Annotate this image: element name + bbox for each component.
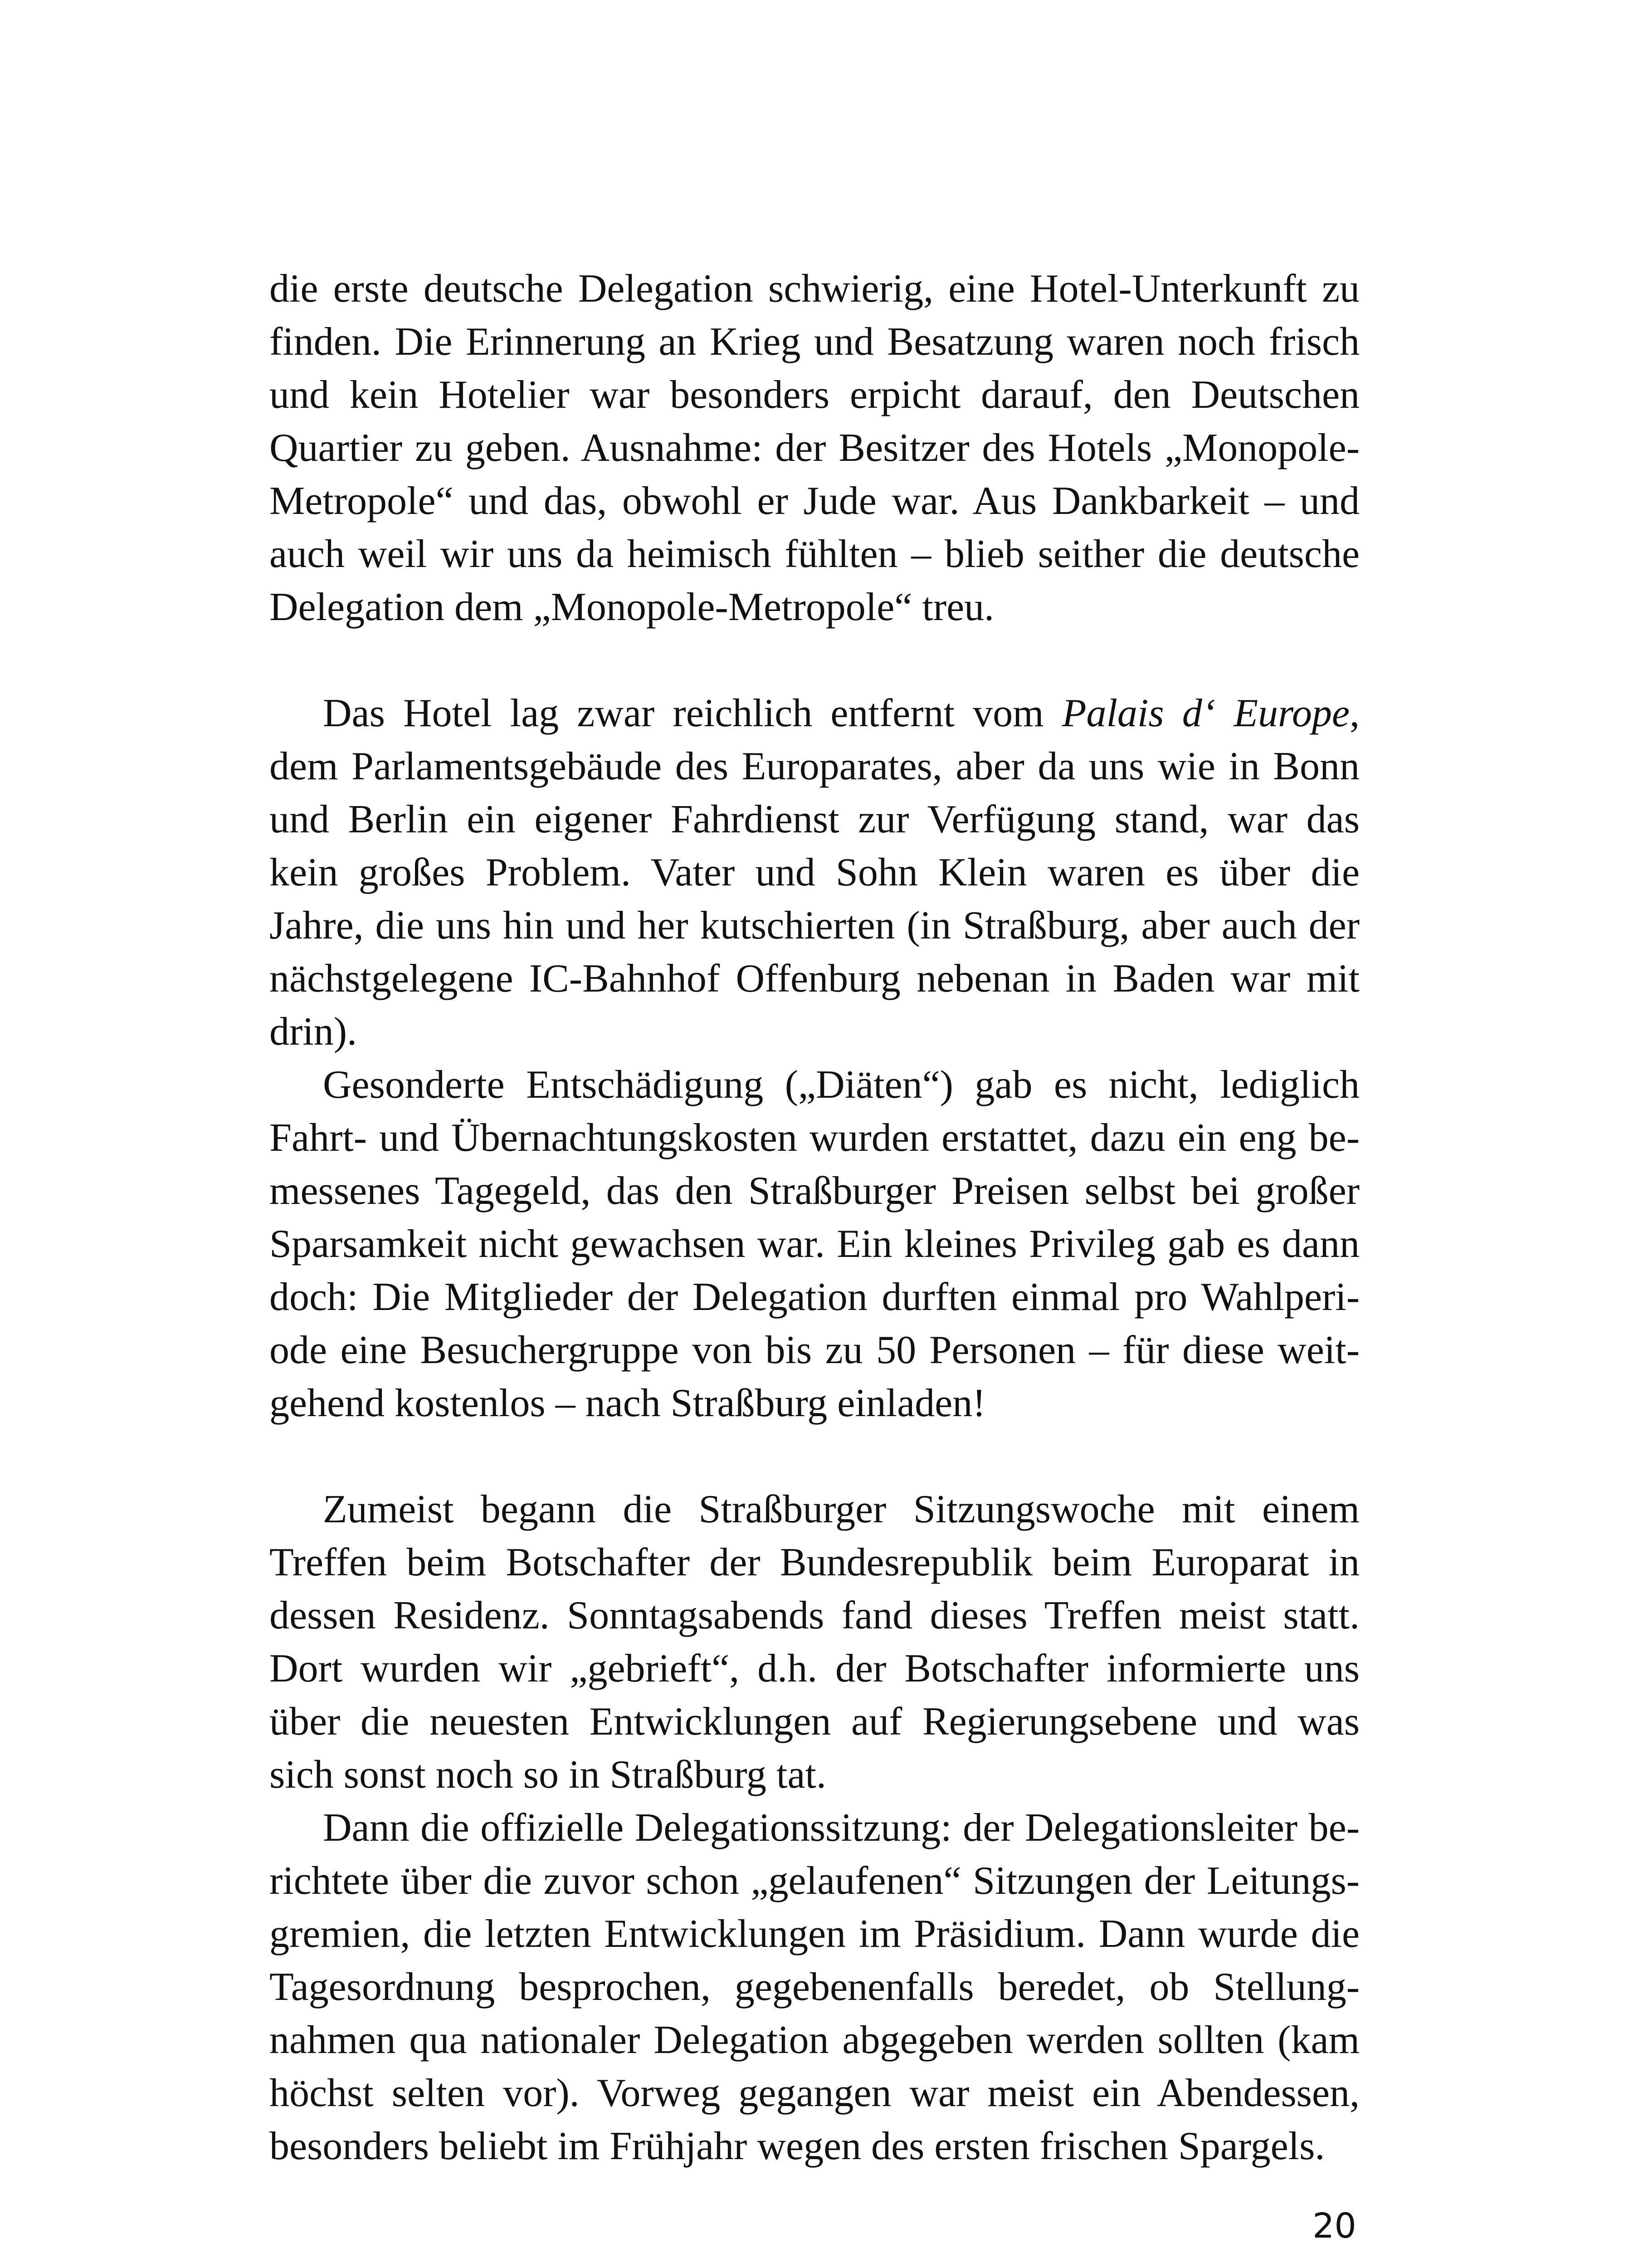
text-line: Quartier zu geben. Ausnahme: der Besitzer des Hotels „Monopole- — [269, 426, 1360, 470]
text-line: Dort wurden wir „gebrieft“, d.h. der Botschafter informierte uns — [269, 1647, 1360, 1691]
text-line: Zumeist begann die Straßburger Sitzungswoche mit einem — [323, 1487, 1360, 1531]
paragraph-3 — [269, 1058, 1360, 1430]
text-line: auch weil wir uns da heimisch fühlten – blieb seither die deutsche — [269, 532, 1360, 576]
text-line: Sparsamkeit nicht gewachsen war. Ein kleines Privileg gab es dann — [269, 1222, 1360, 1266]
body-text — [269, 262, 1360, 2173]
text-line: Dann die offizielle Delegationssitzung: der Delegationsleiter be- — [323, 1806, 1360, 1850]
text-line: doch: Die Mitglieder der Delegation durften einmal pro Wahlperi- — [269, 1275, 1360, 1319]
text-line: sich sonst noch so in Straßburg tat. — [269, 1753, 826, 1797]
text-line: nahmen qua nationaler Delegation abgegeben werden sollten (kam — [269, 2018, 1360, 2062]
text-line: messenes Tagegeld, das den Straßburger Preisen selbst bei großer — [269, 1169, 1360, 1213]
text-line: und kein Hotelier war besonders erpicht darauf, den Deutschen — [269, 373, 1360, 417]
text-line: dessen Residenz. Sonntagsabends fand dieses Treffen meist statt. — [269, 1593, 1360, 1637]
text-line: kein großes Problem. Vater und Sohn Klein waren es über die — [269, 850, 1360, 894]
text-line: über die neuesten Entwicklungen auf Regierungsebene und was — [269, 1700, 1360, 1744]
text-line: nächstgelegene IC-Bahnhof Offenburg nebenan in Baden war mit — [269, 957, 1360, 1001]
italic-place-name: Palais d‘ Europe — [1062, 691, 1350, 735]
text-line: Metropole“ und das, obwohl er Jude war. Aus Dankbarkeit – und — [269, 479, 1360, 523]
paragraph-gap — [269, 634, 1360, 687]
paragraph-5 — [269, 1801, 1360, 2173]
paragraph-2 — [269, 687, 1360, 1058]
paragraph-gap — [269, 1430, 1360, 1483]
text-line: ode eine Besuchergruppe von bis zu 50 Personen – für diese weit- — [269, 1328, 1360, 1372]
text-line-with-italic: Das Hotel lag zwar reichlich entfernt vom Palais d‘ Europe, — [323, 691, 1360, 735]
text-line: gehend kostenlos – nach Straßburg einladen! — [269, 1381, 986, 1425]
page-number: 20 — [1312, 2205, 1356, 2246]
text-line: Tagesordnung besprochen, gegebenenfalls beredet, ob Stellung- — [269, 1965, 1360, 2009]
text-line: Fahrt- und Übernachtungskosten wurden erstattet, dazu ein eng be- — [269, 1116, 1360, 1160]
text-line: und Berlin ein eigener Fahrdienst zur Verfügung stand, war das — [269, 797, 1360, 841]
text-line: gremien, die letzten Entwicklungen im Präsidium. Dann wurde die — [269, 1912, 1360, 1956]
text-line: Gesonderte Entschädigung („Diäten“) gab es nicht, lediglich — [323, 1063, 1360, 1107]
text-line: Treffen beim Botschafter der Bundesrepublik beim Europarat in — [269, 1540, 1360, 1584]
paragraph-4 — [269, 1483, 1360, 1801]
text-line: dem Parlamentsgebäude des Europarates, aber da uns wie in Bonn — [269, 744, 1360, 788]
text-line: richtete über die zuvor schon „gelaufenen“ Sitzungen der Leitungs- — [269, 1859, 1360, 1903]
text-line: höchst selten vor). Vorweg gegangen war meist ein Abendessen, — [269, 2071, 1360, 2115]
paragraph-1 — [269, 262, 1360, 634]
text-line: die erste deutsche Delegation schwierig, eine Hotel-Unterkunft zu — [269, 267, 1360, 311]
text-line: finden. Die Erinnerung an Krieg und Besatzung waren noch frisch — [269, 320, 1360, 364]
text-line: Delegation dem „Monopole-Metropole“ treu. — [269, 585, 995, 629]
text-line: Jahre, die uns hin und her kutschierten (in Straßburg, aber auch der — [269, 904, 1360, 948]
text-line: besonders beliebt im Frühjahr wegen des ersten frischen Spargels. — [269, 2124, 1325, 2168]
text-line: drin). — [269, 1010, 357, 1054]
